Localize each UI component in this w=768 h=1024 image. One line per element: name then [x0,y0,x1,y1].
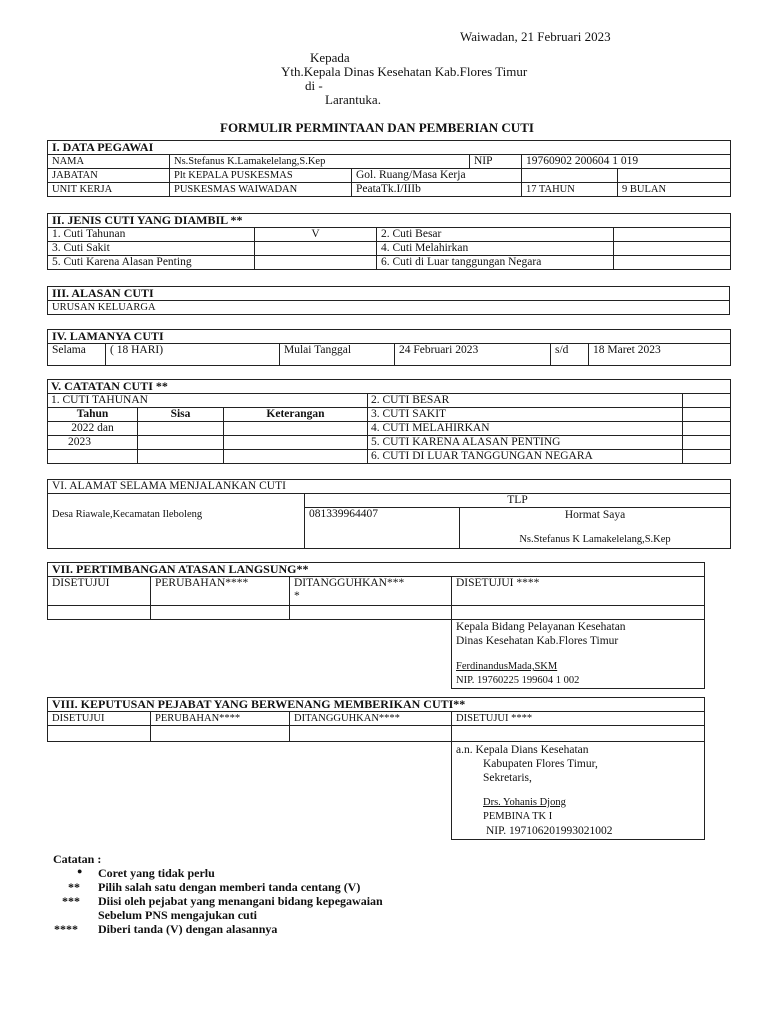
note-4: Diberi tanda (V) dengan alasannya [98,922,278,936]
section-6-title: VI. ALAMAT SELAMA MENJALANKAN CUTI [48,480,731,494]
sd-label: s/d [551,344,589,366]
notes-title: Catatan : [53,852,102,866]
masa-tahun: 17 TAHUN [522,183,618,197]
note-3: Diisi oleh pejabat yang menangani bidang kepegawaian [98,894,383,908]
mulai-label: Mulai Tanggal [280,344,395,366]
pejabat-nip: NIP. 197106201993021002 [486,825,613,837]
ditangguhkan-star: * [294,590,300,602]
pejabat-col-disetujui-2: DISETUJUI **** [452,712,705,726]
atasan-name: FerdinandusMada,SKM [456,661,558,672]
pejabat-col-disetujui: DISETUJUI [48,712,151,726]
place-date: Waiwadan, 21 Februari 2023 [460,29,611,44]
section-keputusan-pejabat [47,697,705,840]
section-catatan-cuti [47,379,731,464]
phone-value: 081339964407 [305,508,460,549]
section-alasan-cuti [47,286,730,315]
nama-value: Ns.Stefanus K.Lamakelelang,S.Kep [170,155,470,169]
note-4-marker: **** [54,922,78,936]
nama-label: NAMA [48,155,170,169]
jenis-cuti-3: 3. Cuti Sakit [48,242,255,256]
nip-value: 19760902 200604 1 019 [522,155,731,169]
signature-block-applicant [460,508,731,549]
jumlah-hari: ( 18 HARI) [106,344,280,366]
jenis-cuti-5: 5. Cuti Karena Alasan Penting [48,256,255,270]
note-2: Pilih salah satu dengan memberi tanda centang (V) [98,880,361,894]
address-recipient: Yth.Kepala Dinas Kesehatan Kab.Flores Timur [281,64,528,79]
section-8-title: VIII. KEPUTUSAN PEJABAT YANG BERWENANG MEMBERIKAN CUTI** [48,698,705,712]
section-3-title: III. ALASAN CUTI [48,287,730,301]
catatan-cuti-4: 4. CUTI MELAHIRKAN [368,422,683,436]
tahun-1: 2022 dan [48,422,138,436]
jabatan-label: JABATAN [48,169,170,183]
selama-label: Selama [48,344,106,366]
section-jenis-cuti [47,213,731,270]
section-5-title: V. CATATAN CUTI ** [48,380,731,394]
form-title: FORMULIR PERMINTAAN DAN PEMBERIAN CUTI [220,120,534,135]
pejabat-rank: PEMBINA TK I [483,811,553,822]
tanggal-selesai: 18 Maret 2023 [589,344,731,366]
pejabat-col-ditangguhkan: DITANGGUHKAN**** [290,712,452,726]
address-city: Larantuka. [325,92,381,107]
pejabat-title-2: Kabupaten Flores Timur, [483,758,598,770]
unit-label: UNIT KERJA [48,183,170,197]
alasan-value: URUSAN KELUARGA [48,301,730,315]
atasan-title-1: Kepala Bidang Pelayanan Kesehatan [456,621,626,633]
pejabat-title-1: a.n. Kepala Dians Kesehatan [456,744,589,756]
signature-block-atasan [452,620,705,689]
section-7-title: VII. PERTIMBANGAN ATASAN LANGSUNG** [48,563,705,577]
catatan-cuti-6: 6. CUTI DI LUAR TANGGUNGAN NEGARA [368,450,683,464]
masa-bulan: 9 BULAN [618,183,731,197]
section-alamat-cuti [47,479,731,549]
address-to: Kepada [310,50,350,65]
pejabat-title-3: Sekretaris, [483,772,532,784]
hormat-saya: Hormat Saya [564,509,626,521]
alamat-value: Desa Riawale,Kecamatan Ileboleng [48,508,305,549]
section-4-title: IV. LAMANYA CUTI [48,330,731,344]
jabatan-value: Plt KEPALA PUSKESMAS [170,169,352,183]
applicant-name: Ns.Stefanus K Lamakelelang,S.Kep [519,534,671,545]
pejabat-col-perubahan: PERUBAHAN**** [151,712,290,726]
jenis-cuti-2: 2. Cuti Besar [377,228,614,242]
section-data-pegawai [47,140,731,197]
atasan-nip: NIP. 19760225 199604 1 002 [456,675,580,686]
tlp-label: TLP [305,494,731,508]
col-sisa: Sisa [138,408,224,422]
jenis-cuti-6: 6. Cuti di Luar tanggungan Negara [377,256,614,270]
gol-label: Gol. Ruang/Masa Kerja [352,169,522,183]
note-2-marker: ** [68,880,80,894]
bullet-icon: ● [77,866,83,876]
section-1-title: I. DATA PEGAWAI [48,141,731,155]
section-lamanya-cuti [47,329,731,366]
col-keterangan: Keterangan [224,408,368,422]
atasan-col-disetujui: DISETUJUI [48,577,151,606]
pejabat-name: Drs. Yohanis Djong [483,797,566,808]
tanggal-mulai: 24 Februari 2023 [395,344,551,366]
nip-label: NIP [470,155,522,169]
section-2-title: II. JENIS CUTI YANG DIAMBIL ** [48,214,731,228]
atasan-title-2: Dinas Kesehatan Kab.Flores Timur [456,635,619,647]
cuti-tahunan-title: 1. CUTI TAHUNAN [48,394,368,408]
address-di: di - [305,78,323,93]
jenis-cuti-1: 1. Cuti Tahunan [48,228,255,242]
col-tahun: Tahun [48,408,138,422]
ditangguhkan-label: DITANGGUHKAN*** [294,577,405,589]
note-3-cont: Sebelum PNS mengajukan cuti [98,908,258,922]
catatan-cuti-3: 3. CUTI SAKIT [368,408,683,422]
atasan-col-ditangguhkan [290,577,452,606]
catatan-cuti-2: 2. CUTI BESAR [368,394,683,408]
check-mark-cuti-1: V [255,228,377,242]
atasan-col-disetujui-2: DISETUJUI **** [452,577,705,606]
note-3-marker: *** [62,894,80,908]
atasan-col-perubahan: PERUBAHAN**** [151,577,290,606]
gol-value: PeataTk.I/IIIb [352,183,522,197]
unit-value: PUSKESMAS WAIWADAN [170,183,352,197]
tahun-2: 2023 [48,436,138,450]
signature-block-pejabat [452,742,705,840]
note-1: Coret yang tidak perlu [98,866,215,880]
catatan-cuti-5: 5. CUTI KARENA ALASAN PENTING [368,436,683,450]
jenis-cuti-4: 4. Cuti Melahirkan [377,242,614,256]
section-pertimbangan-atasan [47,562,705,689]
